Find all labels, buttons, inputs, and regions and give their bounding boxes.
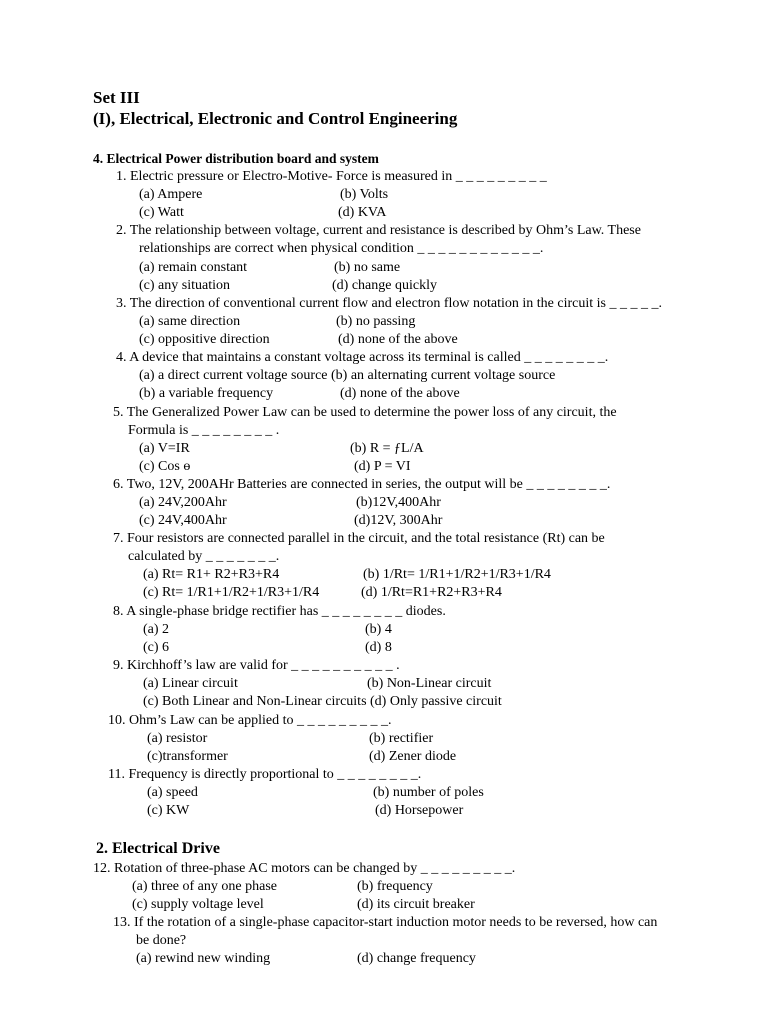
answer-option: (d) its circuit breaker — [357, 897, 475, 912]
question-line: be done? — [136, 933, 187, 948]
answer-option: (d) 1/Rt=R1+R2+R3+R4 — [361, 585, 502, 600]
answer-option: (b) frequency — [357, 879, 433, 894]
answer-option: (a) speed — [147, 785, 198, 800]
question-line: 4. A device that maintains a constant voltage across its terminal is called _ _ _ _ _ _ _ _. — [116, 350, 609, 365]
answer-option: (a) 24V,200Ahr — [139, 495, 227, 510]
question-line: 9. Kirchhoff’s law are valid for _ _ _ _ _ _ _ _ _ _ . — [113, 658, 400, 673]
answer-option: (d) none of the above — [340, 386, 460, 401]
answer-option: (c)transformer — [147, 749, 228, 764]
question-line: 10. Ohm’s Law can be applied to _ _ _ _ _ _ _ _ _. — [108, 713, 392, 728]
answer-option: (d) change quickly — [332, 278, 437, 293]
question-line: 13. If the rotation of a single-phase capacitor-start induction motor needs to be reversed, how can — [113, 915, 658, 930]
answer-option: (d) 8 — [365, 640, 392, 655]
answer-option: (d) Horsepower — [375, 803, 464, 818]
question-line: 7. Four resistors are connected parallel in the circuit, and the total resistance (Rt) can be — [113, 531, 605, 546]
answer-option: (c) Rt= 1/R1+1/R2+1/R3+1/R4 — [143, 585, 320, 600]
answer-option: (a) 2 — [143, 622, 170, 637]
answer-option: (d) P = VI — [354, 459, 411, 474]
answer-option: (c) Cos ɵ — [139, 459, 191, 474]
answer-option: (c) Both Linear and Non-Linear circuits (d) Only passive circuit — [143, 694, 502, 709]
answer-option: (c) oppositive direction — [139, 332, 270, 347]
answer-option: (b) Volts — [340, 187, 389, 202]
question-line: relationships are correct when physical condition _ _ _ _ _ _ _ _ _ _ _ _. — [139, 241, 544, 256]
answer-option: (a) same direction — [139, 314, 241, 329]
answer-option: (b) number of poles — [373, 785, 484, 800]
question-line: Formula is _ _ _ _ _ _ _ _ . — [128, 423, 280, 438]
answer-option: (b) 1/Rt= 1/R1+1/R2+1/R3+1/R4 — [363, 567, 551, 582]
question-line: 5. The Generalized Power Law can be used to determine the power loss of any circuit, the — [113, 405, 617, 420]
answer-option: (d) none of the above — [338, 332, 458, 347]
answer-option: (d) KVA — [338, 205, 387, 220]
section-heading-electrical-drive: 2. Electrical Drive — [96, 840, 220, 857]
page-title: Set III — [93, 88, 140, 107]
question-line: calculated by _ _ _ _ _ _ _. — [128, 549, 280, 564]
answer-option: (a) resistor — [147, 731, 208, 746]
question-line: 12. Rotation of three-phase AC motors can be changed by _ _ _ _ _ _ _ _ _. — [93, 861, 516, 876]
answer-option: (b) rectifier — [369, 731, 434, 746]
answer-option: (c) supply voltage level — [132, 897, 264, 912]
answer-option: (a) rewind new winding — [136, 951, 271, 966]
answer-option: (d)12V, 300Ahr — [354, 513, 443, 528]
answer-option: (d) change frequency — [357, 951, 476, 966]
answer-option: (b) a variable frequency — [139, 386, 274, 401]
page-subtitle: (I), Electrical, Electronic and Control Engineering — [93, 109, 458, 128]
answer-option: (b) 4 — [365, 622, 392, 637]
answer-option: (a) a direct current voltage source (b) an alternating current voltage source — [139, 368, 556, 383]
answer-option: (d) Zener diode — [369, 749, 457, 764]
answer-option: (c) Watt — [139, 205, 184, 220]
answer-option: (c) any situation — [139, 278, 230, 293]
answer-option: (b) R = ƒL/A — [350, 441, 424, 456]
answer-option: (a) three of any one phase — [132, 879, 277, 894]
answer-option: (a) Rt= R1+ R2+R3+R4 — [143, 567, 280, 582]
answer-option: (b) Non-Linear circuit — [367, 676, 492, 691]
answer-option: (b) no passing — [336, 314, 416, 329]
answer-option: (b) no same — [334, 260, 401, 275]
answer-option: (c) 6 — [143, 640, 170, 655]
answer-option: (a) V=IR — [139, 441, 190, 456]
question-line: 3. The direction of conventional current flow and electron flow notation in the circuit is _ _ _ _ _. — [116, 296, 662, 311]
question-line: 2. The relationship between voltage, current and resistance is described by Ohm’s Law. These — [116, 223, 641, 238]
answer-option: (a) remain constant — [139, 260, 248, 275]
question-line: 8. A single-phase bridge rectifier has _ _ _ _ _ _ _ _ diodes. — [113, 604, 446, 619]
answer-option: (a) Ampere — [139, 187, 203, 202]
answer-option: (a) Linear circuit — [143, 676, 238, 691]
answer-option: (c) KW — [147, 803, 190, 818]
question-line: 11. Frequency is directly proportional to _ _ _ _ _ _ _ _. — [108, 767, 422, 782]
section-heading-power-distribution: 4. Electrical Power distribution board and system — [93, 151, 379, 166]
question-line: 1. Electric pressure or Electro-Motive- Force is measured in _ _ _ _ _ _ _ _ _ — [116, 169, 547, 184]
question-line: 6. Two, 12V, 200AHr Batteries are connected in series, the output will be _ _ _ _ _ _ _ _. — [113, 477, 611, 492]
answer-option: (b)12V,400Ahr — [356, 495, 441, 510]
answer-option: (c) 24V,400Ahr — [139, 513, 227, 528]
